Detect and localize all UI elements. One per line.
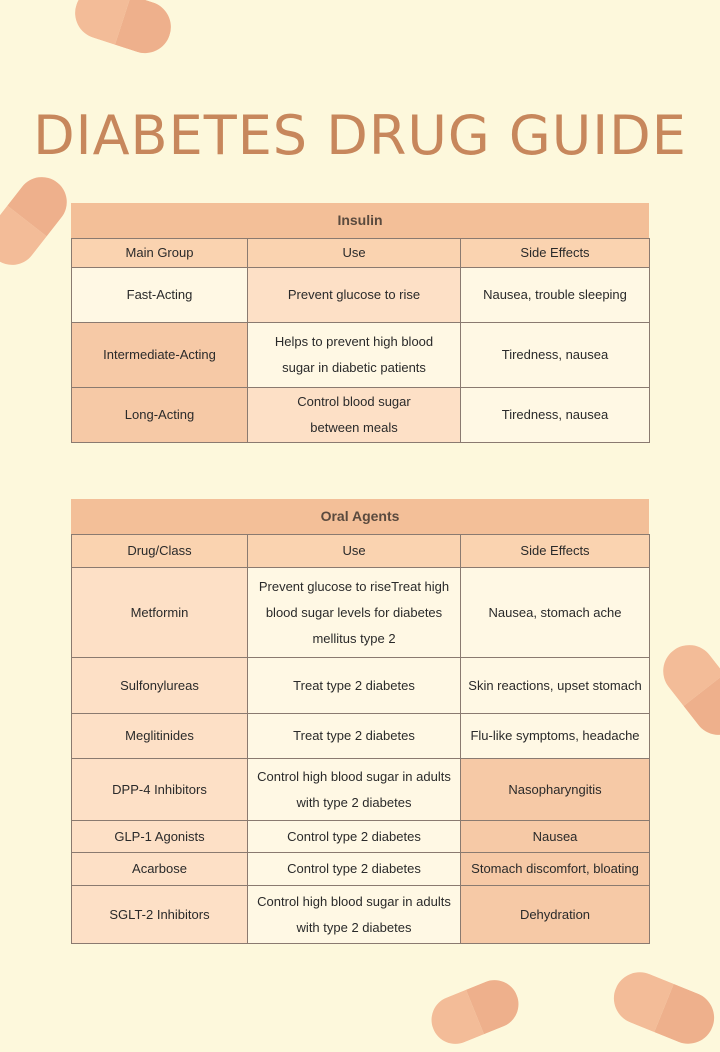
pill-decoration-left <box>0 167 77 275</box>
side-effects-cell: Dehydration <box>461 886 650 944</box>
drug-cell: Acarbose <box>72 853 248 886</box>
side-effects-cell: Nasopharyngitis <box>461 759 650 821</box>
use-cell: Prevent glucose to rise <box>248 268 461 323</box>
pill-decoration-right <box>653 635 720 746</box>
oral-agents-table <box>71 534 650 944</box>
use-cell: Treat type 2 diabetes <box>248 714 461 759</box>
pill-decoration-top <box>68 0 177 60</box>
side-effects-cell: Skin reactions, upset stomach <box>461 658 650 714</box>
table-row <box>72 323 650 388</box>
use-cell: Control high blood sugar in adults with type 2 diabetes <box>248 886 461 944</box>
column-header: Side Effects <box>461 239 650 268</box>
side-effects-cell: Nausea, stomach ache <box>461 568 650 658</box>
oral-agents-heading: Oral Agents <box>71 499 649 534</box>
column-header: Side Effects <box>461 535 650 568</box>
use-cell: Control blood sugar between meals <box>248 388 461 443</box>
side-effects-cell: Tiredness, nausea <box>461 388 650 443</box>
use-cell: Prevent glucose to riseTreat high blood sugar levels for diabetes mellitus type 2 <box>248 568 461 658</box>
use-cell: Helps to prevent high blood sugar in diabetic patients <box>248 323 461 388</box>
insulin-section <box>71 203 649 443</box>
side-effects-cell: Stomach discomfort, bloating <box>461 853 650 886</box>
drug-cell: Sulfonylureas <box>72 658 248 714</box>
table-row <box>72 268 650 323</box>
table-row <box>72 886 650 944</box>
group-cell: Intermediate-Acting <box>72 323 248 388</box>
oral-agents-section <box>71 499 649 944</box>
oral-agents-header-row <box>72 535 650 568</box>
side-effects-cell: Flu-like symptoms, headache <box>461 714 650 759</box>
side-effects-cell: Nausea <box>461 821 650 853</box>
pill-decoration-bottom-center <box>424 973 525 1051</box>
pill-decoration-bottom-right <box>606 964 720 1051</box>
page-title: DIABETES DRUG GUIDE <box>33 104 687 167</box>
drug-cell: Metformin <box>72 568 248 658</box>
column-header: Drug/Class <box>72 535 248 568</box>
group-cell: Fast-Acting <box>72 268 248 323</box>
drug-cell: GLP-1 Agonists <box>72 821 248 853</box>
table-row <box>72 568 650 658</box>
side-effects-cell: Tiredness, nausea <box>461 323 650 388</box>
column-header: Use <box>248 535 461 568</box>
drug-cell: Meglitinides <box>72 714 248 759</box>
use-cell: Treat type 2 diabetes <box>248 658 461 714</box>
table-row <box>72 388 650 443</box>
table-row <box>72 821 650 853</box>
insulin-table <box>71 238 650 443</box>
side-effects-cell: Nausea, trouble sleeping <box>461 268 650 323</box>
table-row <box>72 853 650 886</box>
table-row <box>72 714 650 759</box>
drug-cell: DPP-4 Inhibitors <box>72 759 248 821</box>
group-cell: Long-Acting <box>72 388 248 443</box>
table-row <box>72 658 650 714</box>
use-cell: Control high blood sugar in adults with type 2 diabetes <box>248 759 461 821</box>
use-cell: Control type 2 diabetes <box>248 853 461 886</box>
drug-cell: SGLT-2 Inhibitors <box>72 886 248 944</box>
column-header: Main Group <box>72 239 248 268</box>
table-row <box>72 759 650 821</box>
insulin-header-row <box>72 239 650 268</box>
column-header: Use <box>248 239 461 268</box>
use-cell: Control type 2 diabetes <box>248 821 461 853</box>
insulin-heading: Insulin <box>71 203 649 238</box>
